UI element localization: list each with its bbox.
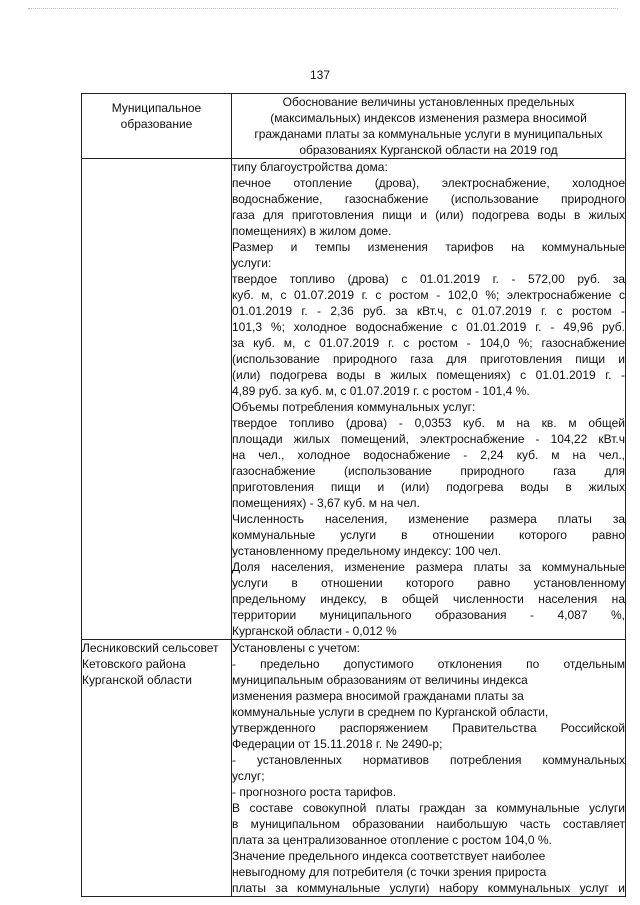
justification-text-line: помещениях) в жилом доме. [232,224,392,238]
justification-text-line: услуги: [232,256,272,270]
justification-text-line: невыгодному для потребителя (с точки зрения прироста [232,865,547,879]
justification-text-line: 4,89 руб. за куб. м, с 01.07.2019 г. с ростом - 101,4 %. [232,384,530,398]
justification-text-line: территории муниципального образования - 4,087 %, [232,608,625,622]
justification-text-line: в муниципальном образовании наибольшую часть составляет [232,817,625,831]
municipal-index-table [81,93,626,897]
justification-text-line: предельному индексу, в общей численности населения на [232,592,625,606]
justification-text-line: изменения размера вносимой гражданами платы за [232,689,524,703]
justification-text-line: 101,3 %; холодное водоснабжение с 01.01.2019 г. - 49,96 руб. [232,320,625,334]
justification-text-line: платы за коммунальные услуги) набору коммунальных услуг и [232,881,625,895]
justification-text-line: услуг; [232,769,265,783]
justification-text-line: Численность населения, изменение размера платы за [232,512,625,526]
justification-text-line: приготовления пищи и (или) подогрева воды в жилых [232,480,625,494]
justification-text-line: площади жилых помещений, электроснабжение - 104,22 кВт.ч [232,432,625,446]
scan-edge-line [28,8,618,9]
header-justification-line: (максимальных) индексов изменения размера вносимой [270,111,587,125]
justification-text-line: коммунальные услуги в среднем по Курганской области, [232,705,549,719]
justification-text-line: Федерации от 15.11.2018 г. № 2490-р; [232,737,443,751]
justification-text-line: Размер и темпы изменения тарифов на коммунальные [232,240,625,254]
justification-text-line: Объемы потребления коммунальных услуг: [232,400,476,414]
municipality-name-line: Курганской области [82,673,192,687]
table-row [82,159,626,640]
justification-text-line: на чел., холодное водоснабжение - 2,24 куб. м на чел., [232,448,625,462]
justification-cell [232,640,626,897]
header-municipality-line: образование [120,117,193,131]
justification-text-line: помещениях) - 3,67 куб. м на чел. [232,496,420,510]
justification-text-line: Установлены с учетом: [232,641,360,655]
justification-text-line: (или) подогрева воды в жилых помещениях) с 01.01.2019 г. - [232,368,625,382]
justification-text-line: печное отопление (дрова), электроснабжение, холодное [232,176,625,190]
justification-text-line: твердое топливо (дрова) - 0,0353 куб. м на кв. м общей [232,416,625,430]
justification-text-line: твердое топливо (дрова) с 01.01.2019 г. - 572,00 руб. за [232,272,625,286]
table-row [82,640,626,897]
page-number: 137 [309,68,331,82]
justification-text-line: Значение предельного индекса соответствует наиболее [232,849,546,863]
header-municipality-cell [82,94,232,159]
justification-text-line: Доля населения, изменение размера платы за коммунальные [232,560,625,574]
justification-text-line: за куб. м, с 01.07.2019 г. с ростом - 104,0 %; газоснабжение [232,336,625,350]
justification-text-line: - предельно допустимого отклонения по отдельным [232,657,625,671]
justification-text-line: утвержденного распоряжением Правительства Российской [232,721,625,735]
municipality-name-line: Лесниковский сельсовет [82,641,219,655]
header-justification-line: гражданами платы за коммунальные услуги в муниципальных [254,127,603,141]
justification-text-line: плата за централизованное отопление с ростом 104,0 %. [232,833,552,847]
justification-text-line: куб. м, с 01.07.2019 г. с ростом - 102,0 %; электроснабжение с [232,288,625,302]
justification-text-line: 01.01.2019 г. - 2,36 руб. за кВт.ч, с 01.07.2019 г. с ростом - [232,304,625,318]
justification-text-line: коммунальные услуги в отношении которого равно [232,528,625,542]
justification-text-line: муниципальным образованиям от величины индекса [232,673,528,687]
justification-text-line: водоснабжение, газоснабжение (использование природного [232,192,625,206]
justification-text-line: установленному предельному индексу: 100 чел. [232,544,502,558]
header-justification-line: образованиях Курганской области на 2019 год [299,143,558,157]
header-municipality-line: Муниципальное [111,101,202,115]
municipality-cell [82,159,232,640]
justification-text-line: - прогнозного роста тарифов. [232,785,397,799]
justification-cell [232,159,626,640]
municipality-name-line: Кетовского района [82,657,186,671]
header-justification-cell [232,94,626,159]
justification-text-line: (использование природного газа для приготовления пищи и [232,352,625,366]
justification-text-line: Курганской области - 0,012 % [232,624,397,638]
justification-text-line: услуги в отношении которого равно установленному [232,576,625,590]
table-header-row [82,94,626,159]
justification-text-line: газа для приготовления пищи и (или) подогрева воды в жилых [232,208,625,222]
justification-text-line: В составе совокупной платы граждан за коммунальные услуги [232,801,625,815]
justification-text-line: типу благоустройства дома: [232,160,388,174]
header-justification-line: Обоснование величины установленных предельных [282,95,575,109]
justification-text-line: - установленных нормативов потребления коммунальных [232,753,625,767]
justification-text-line: газоснабжение (использование природного газа для [232,464,625,478]
municipality-cell [82,640,232,897]
